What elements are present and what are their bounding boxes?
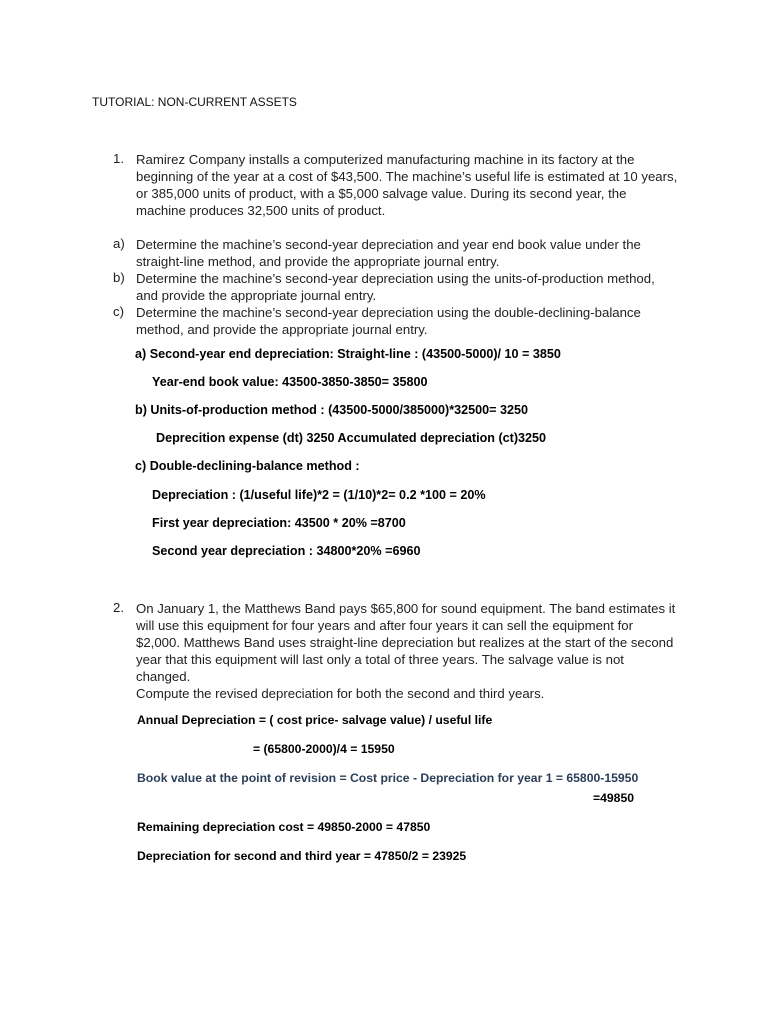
part-c-line: Determine the machine’s second-year depreciation using the double-declining-balance — [136, 305, 641, 320]
answer-b-units: b) Units-of-production method : (43500-5000/385000)*32500= 3250 — [135, 403, 528, 417]
question-1-number: 1. — [113, 151, 124, 166]
answer-c-heading: c) Double-declining-balance method : — [135, 459, 360, 473]
part-a-text — [136, 236, 641, 270]
part-b-line: Determine the machine’s second-year depreciation using the units-of-production method, — [136, 271, 655, 286]
answer-2-annual-depreciation: = (65800-2000)/4 = 15950 — [253, 742, 395, 756]
question-1-line: or 385,000 units of product, with a $5,000 salvage value. During its second year, the — [136, 186, 627, 201]
question-2-text — [136, 600, 675, 702]
question-2-line: Compute the revised depreciation for both the second and third years. — [136, 686, 545, 701]
part-a-label: a) — [113, 236, 125, 251]
part-a-line: straight-line method, and provide the appropriate journal entry. — [136, 254, 500, 269]
part-b-line: and provide the appropriate journal entry. — [136, 288, 377, 303]
question-2-line: $2,000. Matthews Band uses straight-line depreciation but realizes at the start of the second — [136, 635, 674, 650]
question-1-line: machine produces 32,500 units of product. — [136, 203, 386, 218]
answer-c-second-year: Second year depreciation : 34800*20% =6960 — [152, 544, 421, 558]
question-2-line: changed. — [136, 669, 191, 684]
part-a-line: Determine the machine’s second-year depreciation and year end book value under the — [136, 237, 641, 252]
answer-2-book-value: Book value at the point of revision = Cost price - Depreciation for year 1 = 65800-15950 — [137, 771, 639, 785]
answer-2-revised-depreciation: Depreciation for second and third year = 47850/2 = 23925 — [137, 849, 467, 863]
question-2-line: year that this equipment will last only a total of three years. The salvage value is not — [136, 652, 624, 667]
part-c-text — [136, 304, 641, 338]
answer-a-depreciation: a) Second-year end depreciation: Straight-line : (43500-5000)/ 10 = 3850 — [135, 347, 561, 361]
part-c-line: method, and provide the appropriate journal entry. — [136, 322, 428, 337]
answer-c-rate: Depreciation : (1/useful life)*2 = (1/10)*2= 0.2 *100 = 20% — [152, 488, 486, 502]
part-c-label: c) — [113, 304, 124, 319]
answer-c-first-year: First year depreciation: 43500 * 20% =8700 — [152, 516, 406, 530]
answer-b-journal-entry: Deprecition expense (dt) 3250 Accumulated depreciation (ct)3250 — [156, 431, 547, 445]
page-title: TUTORIAL: NON-CURRENT ASSETS — [92, 95, 297, 109]
question-1-line: beginning of the year at a cost of $43,500. The machine’s useful life is estimated at 10 years, — [136, 169, 678, 184]
question-2-number: 2. — [113, 600, 124, 615]
answer-2-formula: Annual Depreciation = ( cost price- salvage value) / useful life — [137, 713, 493, 727]
part-b-text — [136, 270, 655, 304]
question-2-line: On January 1, the Matthews Band pays $65,800 for sound equipment. The band estimates it — [136, 601, 676, 616]
answer-a-book-value: Year-end book value: 43500-3850-3850= 35800 — [152, 375, 428, 389]
question-1-line: Ramirez Company installs a computerized manufacturing machine in its factory at the — [136, 152, 635, 167]
question-1-text — [136, 151, 677, 219]
question-2-line: will use this equipment for four years and after four years it can sell the equipment for — [136, 618, 633, 633]
answer-2-book-value-result: =49850 — [593, 791, 635, 805]
answer-2-remaining-cost: Remaining depreciation cost = 49850-2000 = 47850 — [137, 820, 431, 834]
part-b-label: b) — [113, 270, 125, 285]
